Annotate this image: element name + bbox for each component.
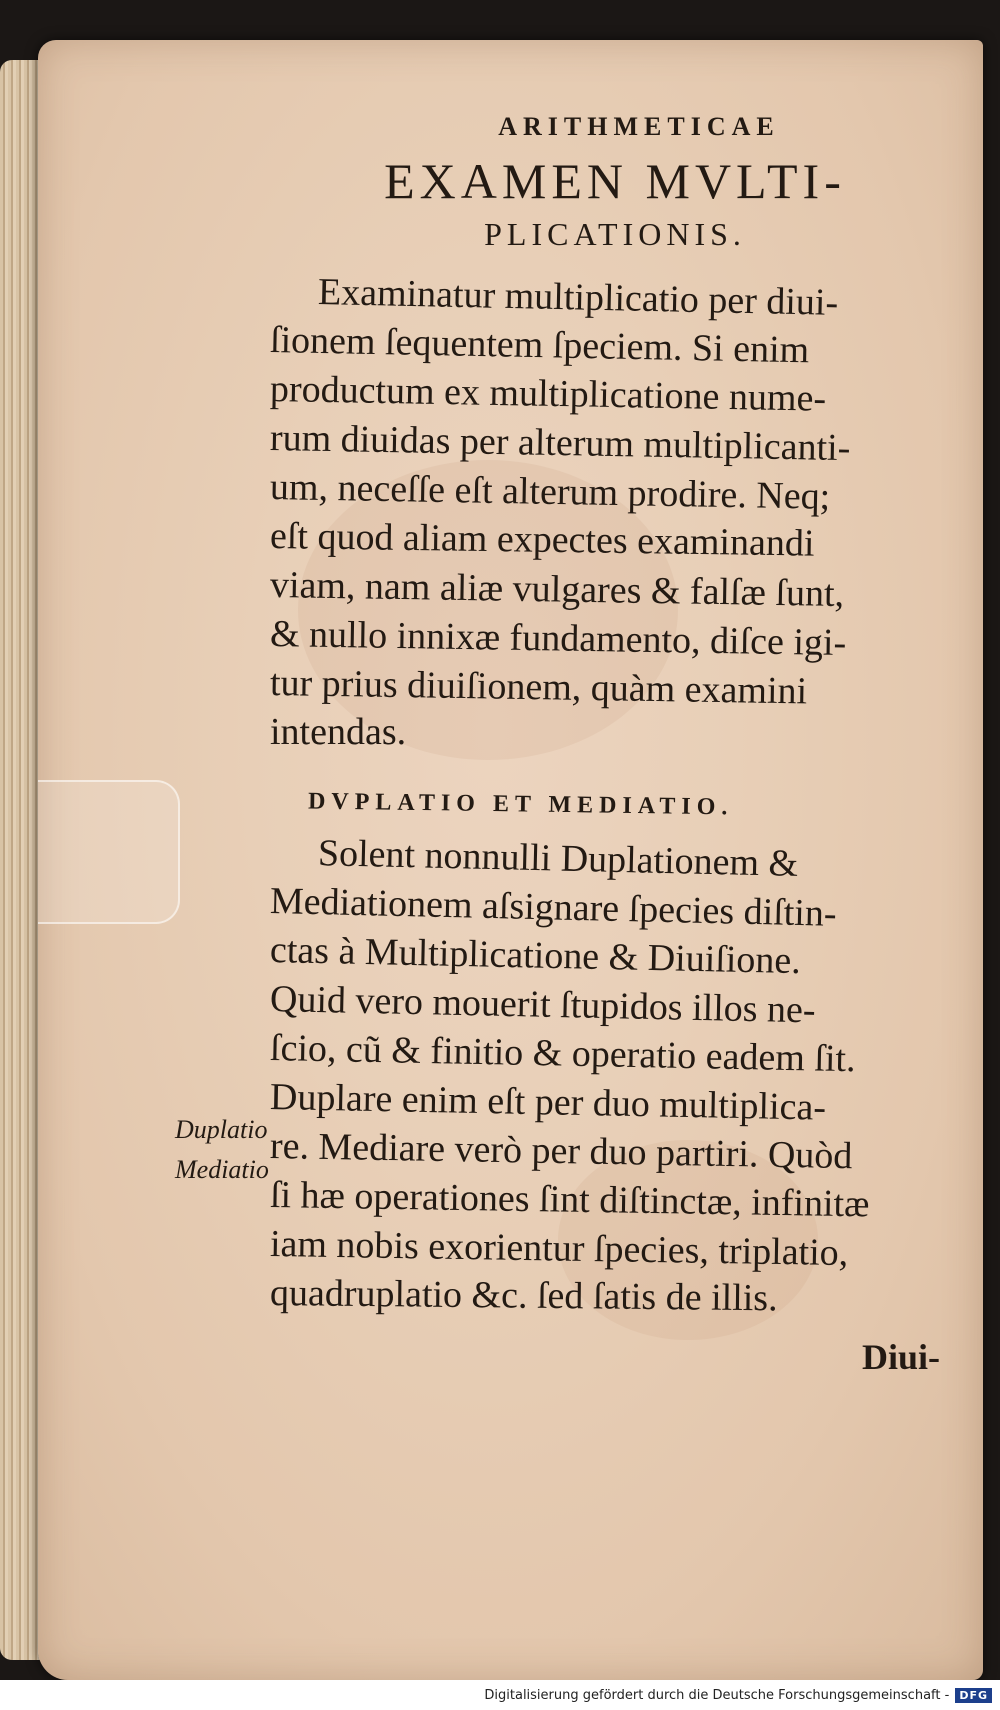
text-line: iam nobis exorientur ſpecies, triplatio, [269,1223,849,1275]
bookmark-clip [38,780,180,924]
text-line: productum ex multiplicatione nume- [269,368,827,420]
text-line: Solent nonnulli Duplationem & [317,832,799,885]
text-line: viam, nam aliæ vulgares & falſæ ſunt, [269,564,845,616]
text-line: quadruplatio &c. ſed ſatis de illis. [269,1272,778,1320]
section-title-continued: PLICATIONIS. [484,216,746,252]
text-line: tur prius diuiſionem, quàm examini [269,662,808,713]
footer-credit: Digitalisierung gefördert durch die Deutsche Forschungsgemeinschaft - [484,1687,950,1703]
text-line: & nullo innixæ fundamento, diſce igi- [269,613,847,665]
margin-notes [175,1110,269,1190]
margin-note-mediatio: Mediatio [175,1155,269,1184]
paragraph-examen [270,267,960,757]
subheading: DVPLATIO ET MEDIATIO. [307,788,734,821]
section-title: EXAMEN MVLTI- [384,153,846,209]
text-line: Examinatur multiplicatio per diui- [317,271,839,324]
text-line: ſcio, cũ & finitio & operatio eadem ſit. [269,1027,856,1081]
text-block [270,112,960,1378]
text-line: Duplare enim eſt per duo multiplica- [269,1076,827,1129]
running-head: ARITHMETICAE [498,112,780,141]
dfg-logo: DFG [955,1688,992,1703]
text-line: eſt quod aliam expectes examinandi [269,515,815,565]
text-line: ſi hæ operationes ſint diſtinctæ, infinitæ [269,1174,870,1226]
margin-note-duplatio: Duplatio [175,1115,268,1144]
text-line: Mediationem aſsignare ſpecies diſtin- [269,880,838,935]
text-line: Quid vero mouerit ſtupidos illos ne- [269,978,816,1032]
text-line: um, neceſſe eſt alterum prodire. Neq; [269,466,831,518]
paragraph-duplatio [270,828,960,1318]
text-line: intendas. [270,711,407,753]
text-line: re. Mediare verò per duo partiri. Quòd [269,1125,853,1178]
digitization-footer [0,1680,1000,1710]
catchword: Diui- [861,1337,940,1377]
text-line: ſionem ſequentem ſpeciem. Si enim [269,319,810,372]
text-line: rum diuidas per alterum multiplicanti- [269,417,851,470]
text-line: ctas à Multiplicatione & Diuiſione. [269,929,802,983]
